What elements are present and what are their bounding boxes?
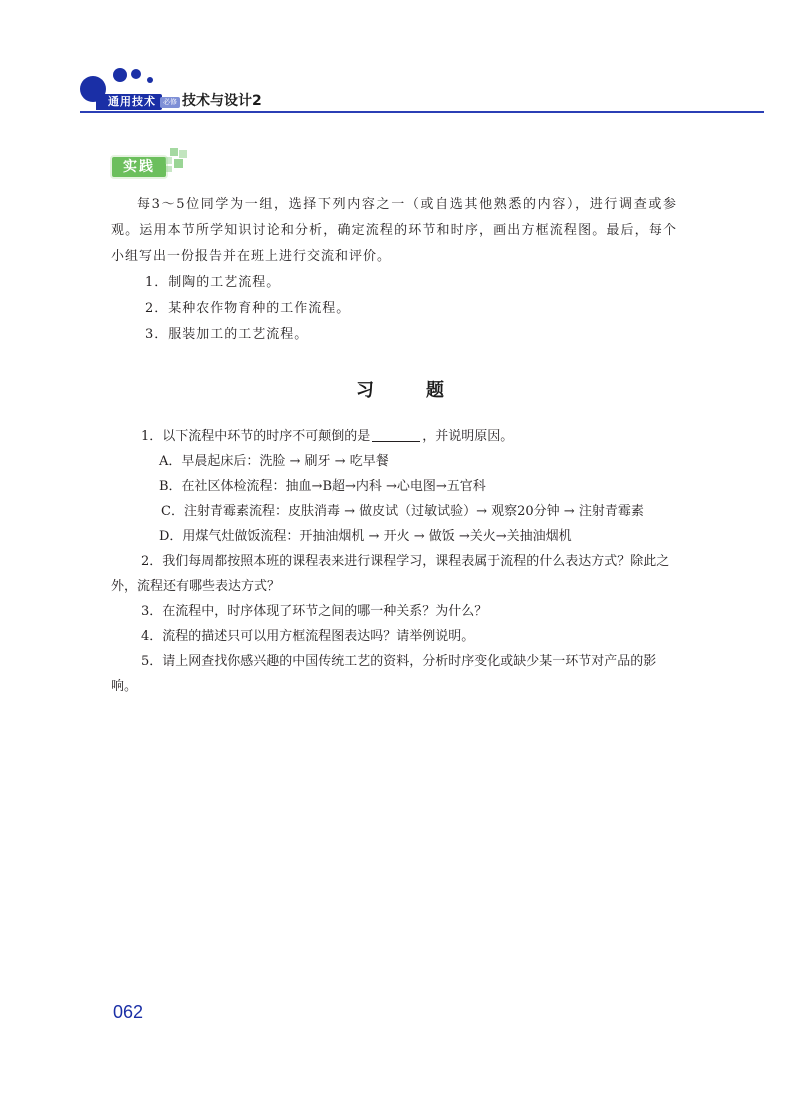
question-5: 5．请上网查找你感兴趣的中国传统工艺的资料，分析时序变化或缺少某一环节对产品的影响。 (111, 654, 657, 694)
badge-square (179, 150, 187, 158)
practice-badge: 实践 (110, 155, 168, 179)
option-d: D．用煤气灶做饭流程：开抽油烟机 → 开火 → 做饭 →关火→关抽油烟机 (159, 529, 572, 544)
exercise-questions (111, 424, 677, 699)
exercise-title (0, 379, 800, 403)
answer-blank (372, 427, 420, 442)
badge-square (170, 148, 178, 156)
option-c: C．注射青霉素流程：皮肤消毒 → 做皮试（过敏试验）→ 观察20分钟 → 注射青霉素 (161, 504, 644, 519)
practice-list (111, 270, 677, 348)
badge-square (165, 157, 172, 164)
practice-item: 1．制陶的工艺流程。 (145, 275, 281, 290)
practice-item: 2．某种农作物育种的工作流程。 (145, 301, 351, 316)
header-dot-medium (113, 68, 127, 82)
practice-item: 3．服装加工的工艺流程。 (145, 327, 309, 342)
series-label: 通用技术 (96, 94, 162, 110)
question-3: 3．在流程中，时序体现了环节之间的哪一种关系？为什么？ (141, 604, 488, 619)
practice-paragraph: 每3～5位同学为一组，选择下列内容之一（或自选其他熟悉的内容），进行调查或参观。运用本节所学知识讨论和分析，确定流程的环节和时序，画出方框流程图。最后，每个小组写出一份报告并在班上进行交流和评价。 (111, 197, 677, 264)
header-rule (80, 111, 764, 113)
badge-square (166, 166, 172, 172)
question-1-tail: ，并说明原因。 (422, 429, 514, 444)
book-title: 技术与设计2 (182, 93, 262, 109)
exercise-title-char: 题 (426, 380, 444, 401)
header-dot-tiny (147, 77, 153, 83)
practice-content (111, 192, 677, 348)
question-1-stem: 1．以下流程中环节的时序不可颠倒的是 (141, 429, 371, 444)
page-number: 062 (113, 1002, 144, 1022)
badge-square (174, 159, 183, 168)
question-4: 4．流程的描述只可以用方框流程图表达吗？请举例说明。 (141, 629, 475, 644)
question-1 (111, 424, 677, 449)
exercise-title-char: 习 (356, 380, 374, 401)
header-dot-small (131, 69, 141, 79)
option-b: B．在社区体检流程：抽血→B超→内科 →心电图→五官科 (159, 479, 486, 494)
option-a: A．早晨起床后：洗脸 → 刷牙 → 吃早餐 (159, 454, 389, 469)
question-2: 2．我们每周都按照本班的课程表来进行课程学习，课程表属于流程的什么表达方式？除此之外，流程还有哪些表达方式？ (111, 554, 670, 594)
required-tag: 必修 (160, 97, 180, 108)
